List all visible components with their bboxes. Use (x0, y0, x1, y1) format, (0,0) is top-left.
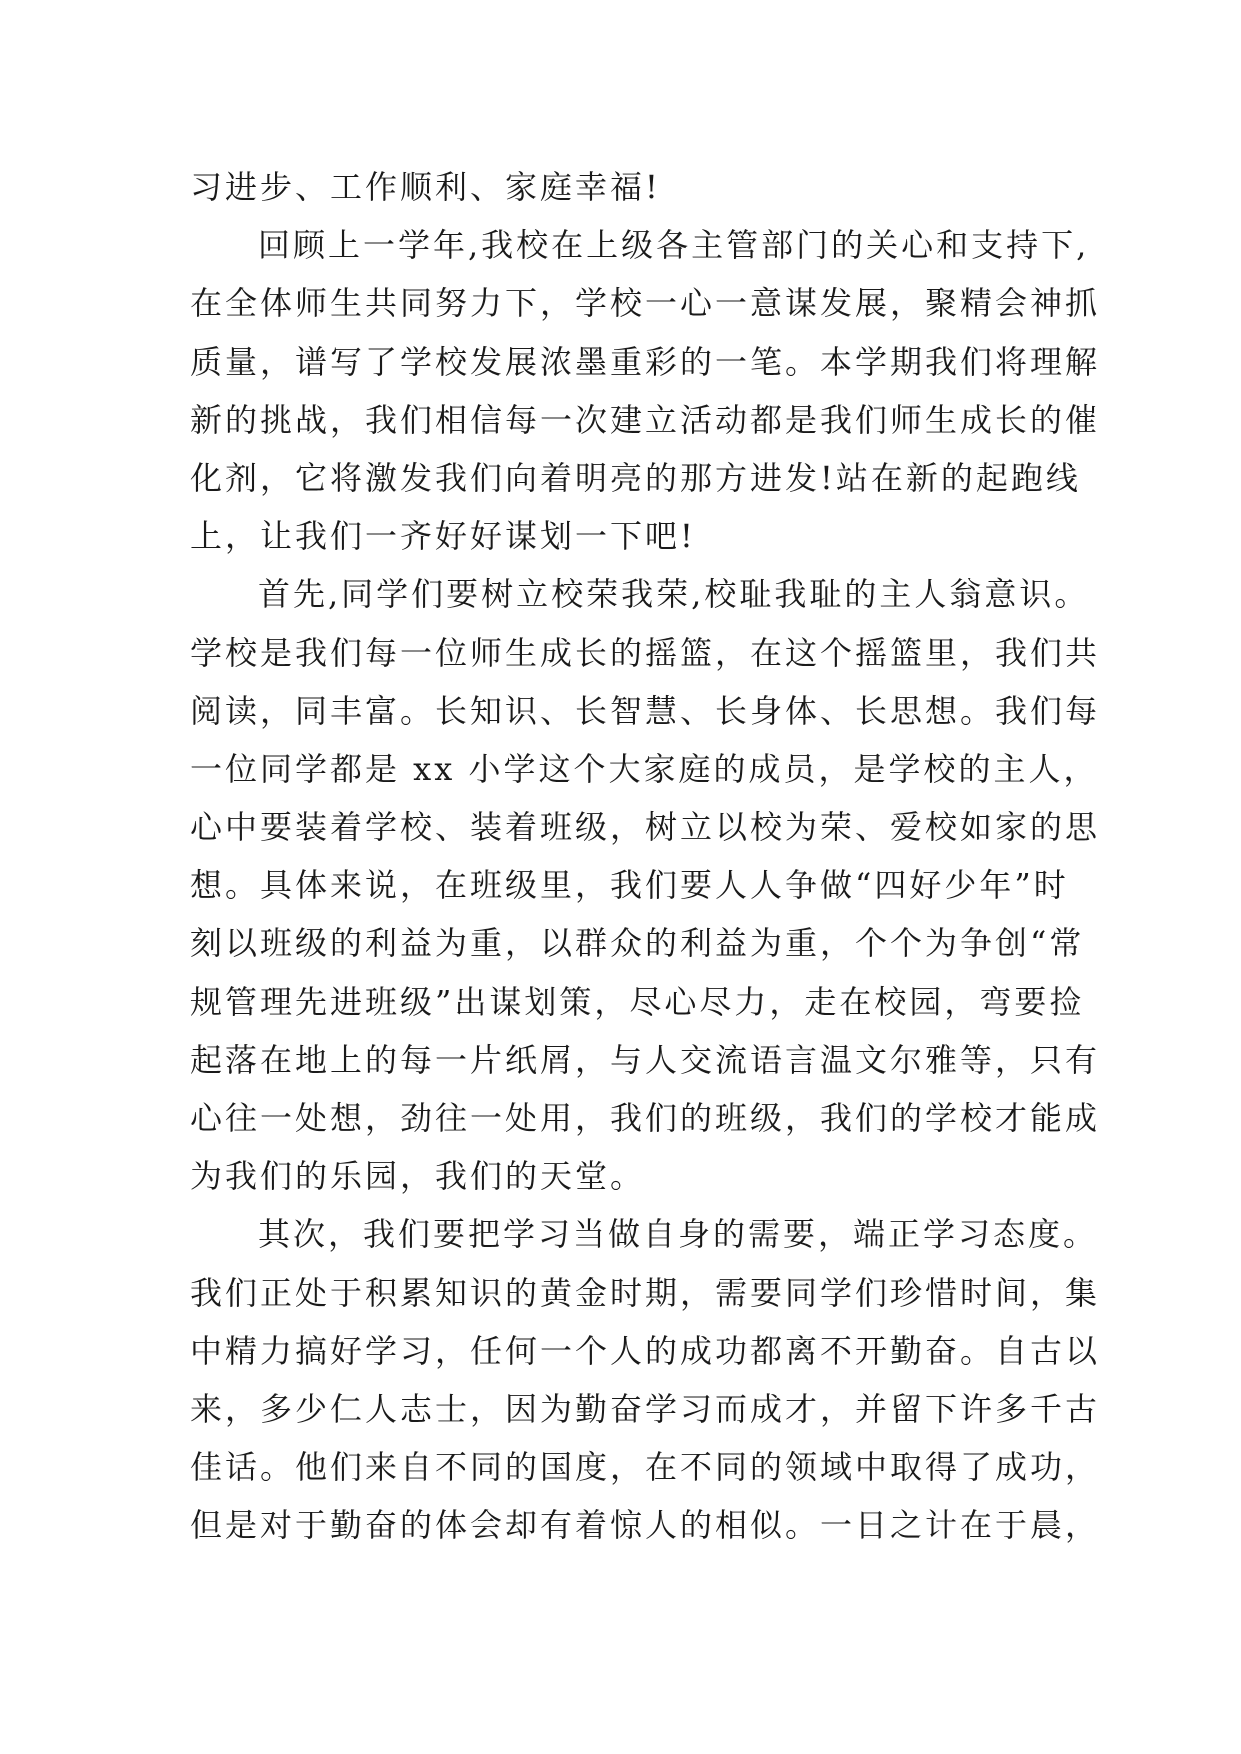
text-line: 佳话。他们来自不同的国度，在不同的领域中取得了成功， (190, 1448, 1101, 1487)
text-line: 习进步、工作顺利、家庭幸福! (190, 168, 661, 206)
document-body (190, 158, 1101, 1555)
text-line: 为我们的乐园，我们的天堂。 (190, 1157, 646, 1196)
text-line: 一位同学都是 xx 小学这个大家庭的成员，是学校的主人， (190, 749, 1099, 788)
text-line: 中精力搞好学习，任何一个人的成功都离不开勤奋。自古以 (190, 1331, 1101, 1370)
text-line: 上，让我们一齐好好谋划一下吧! (190, 517, 696, 556)
text-line: 在全体师生共同努力下，学校一心一意谋发展，聚精会神抓 (190, 284, 1101, 323)
text-line: 化剂，它将激发我们向着明亮的那方进发!站在新的起跑线 (190, 458, 1081, 497)
text-line: 但是对于勤奋的体会却有着惊人的相似。一日之计在于晨， (190, 1506, 1101, 1545)
text-line: 刻以班级的利益为重，以群众的利益为重，个个为争创“常 (190, 924, 1085, 963)
text-line: 起落在地上的每一片纸屑，与人交流语言温文尔雅等，只有 (190, 1040, 1101, 1079)
text-line: 心中要装着学校、装着班级，树立以校为荣、爱校如家的思 (190, 808, 1101, 847)
paragraph-first-line: 回顾上一学年,我校在上级各主管部门的关心和支持下, (258, 226, 1090, 265)
text-line: 来，多少仁人志士，因为勤奋学习而成才，并留下许多千古 (190, 1389, 1101, 1428)
paragraph-first-line: 其次，我们要把学习当做自身的需要，端正学习态度。 (258, 1215, 1099, 1254)
text-line: 新的挑战，我们相信每一次建立活动都是我们师生成长的催 (190, 400, 1101, 439)
text-line: 我们正处于积累知识的黄金时期，需要同学们珍惜时间，集 (190, 1273, 1101, 1312)
text-line: 心往一处想，劲往一处用，我们的班级，我们的学校才能成 (190, 1099, 1101, 1137)
text-line: 想。具体来说，在班级里，我们要人人争做“四好少年”时 (190, 866, 1069, 905)
text-line: 规管理先进班级”出谋划策，尽心尽力，走在校园，弯要捡 (190, 982, 1085, 1021)
text-line: 学校是我们每一位师生成长的摇篮，在这个摇篮里，我们共 (190, 633, 1101, 672)
text-line: 质量，谱写了学校发展浓墨重彩的一笔。本学期我们将理解 (190, 342, 1101, 381)
text-line: 阅读，同丰富。长知识、长智慧、长身体、长思想。我们每 (190, 691, 1101, 730)
paragraph-first-line: 首先,同学们要树立校荣我荣,校耻我耻的主人翁意识。 (258, 575, 1090, 614)
